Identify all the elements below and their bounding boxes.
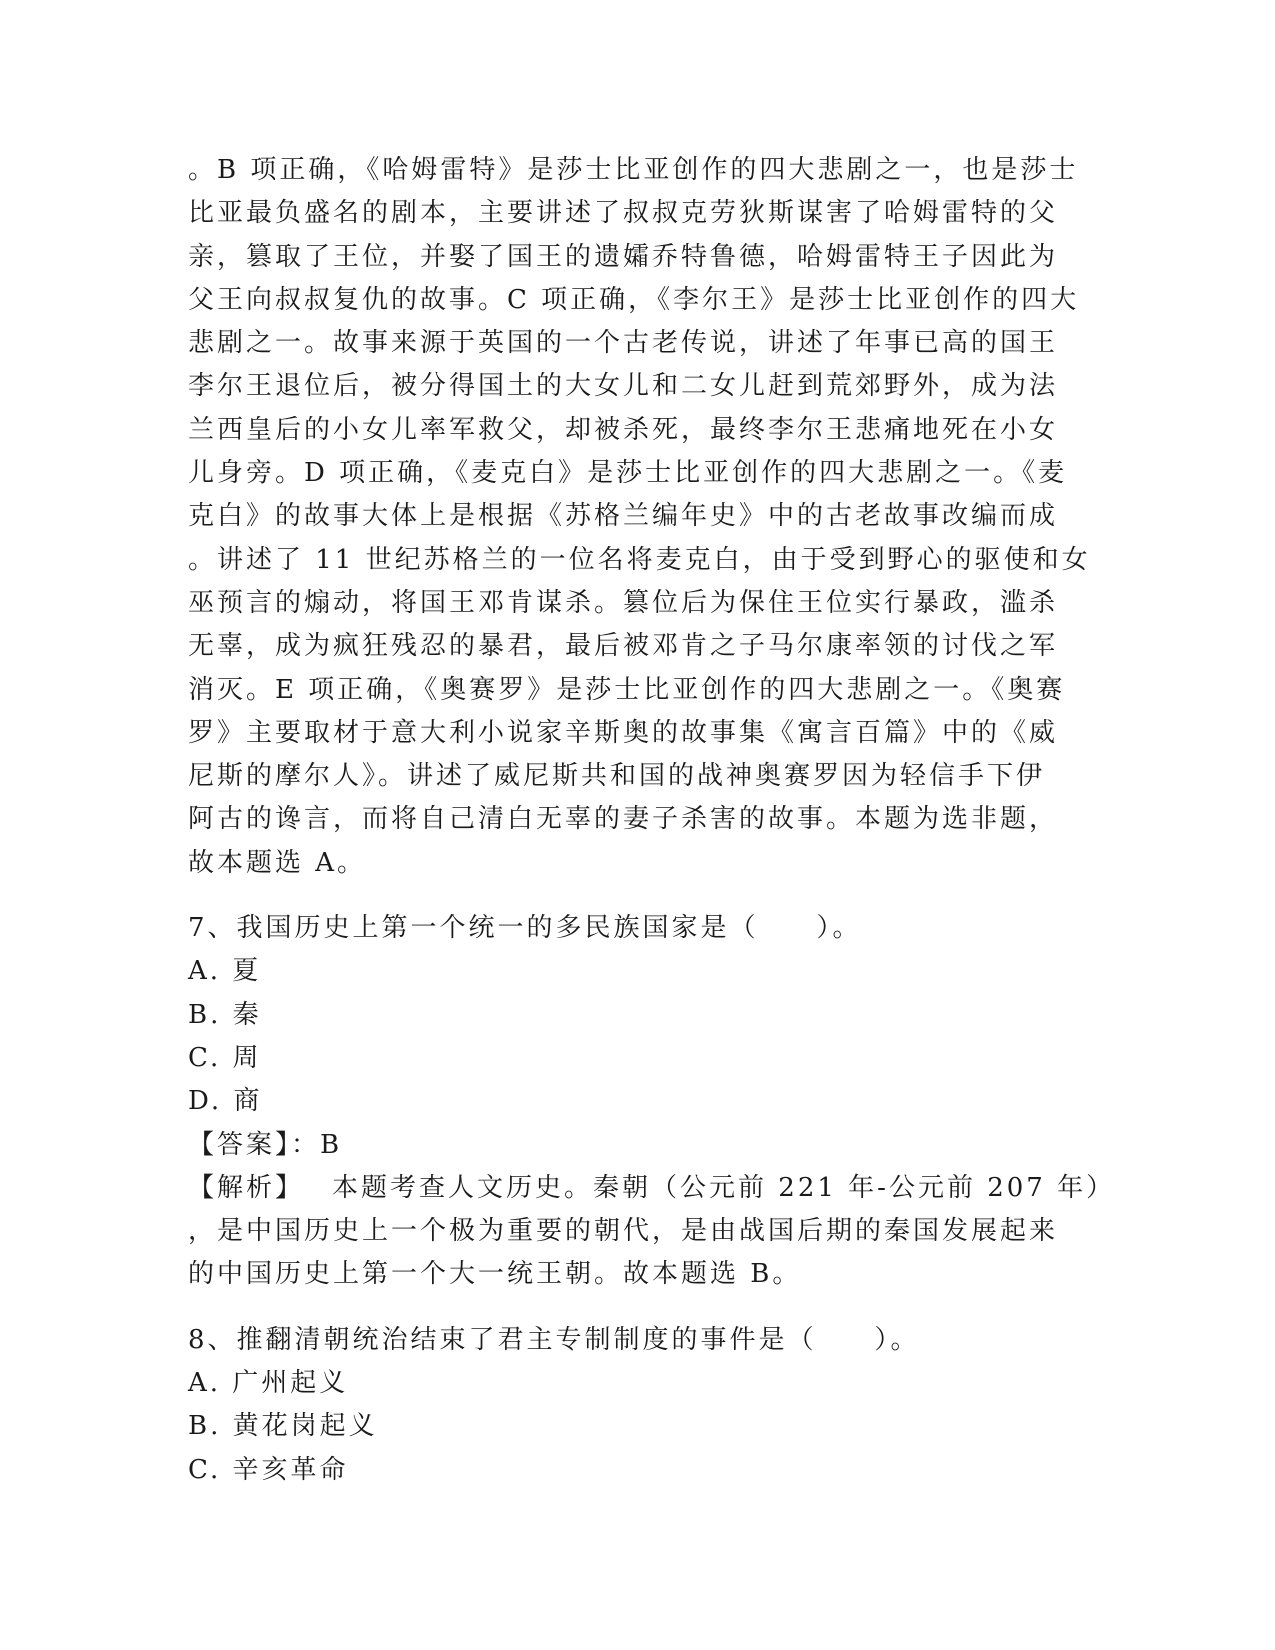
question-8	[188, 1319, 1088, 1492]
question-stem: 8、推翻清朝统治结束了君主专制制度的事件是（ ）。	[188, 1324, 920, 1355]
text-line: 。B 项正确，《哈姆雷特》是莎士比亚创作的四大悲剧之一，也是莎士	[188, 155, 1079, 185]
text-line: 父王向叔叔复仇的故事。C 项正确，《李尔王》是莎士比亚创作的四大	[188, 284, 1080, 315]
answer-line: 【答案】：B	[188, 1129, 343, 1160]
option-b: B. 黄花岗起义	[188, 1411, 378, 1442]
explanation-line-3: 的中国历史上第一个大一统王朝。故本题选 B。	[188, 1259, 802, 1290]
question-stem: 7、我国历史上第一个统一的多民族国家是（ ）。	[188, 913, 862, 944]
explanation-line-2: ，是中国历史上一个极为重要的朝代，是由战国后期的秦国发展起来	[188, 1216, 1059, 1247]
text-line: 消灭。E 项正确，《奥赛罗》是莎士比亚创作的四大悲剧之一。《奥赛	[188, 674, 1066, 705]
text-line: 罗》主要取材于意大利小说家辛斯奥的故事集《寓言百篇》中的《威	[188, 717, 1059, 748]
page-content	[188, 149, 1116, 1492]
text-line: 李尔王退位后，被分得国土的大女儿和二女儿赶到荒郊野外，成为法	[188, 371, 1059, 402]
explanation-text: 本题考查人文历史。秦朝（公元前 221 年-公元前 207 年）	[332, 1172, 1116, 1203]
explanation-label: 【解析】	[188, 1172, 305, 1203]
explanation-line-1	[188, 1167, 1116, 1210]
option-a: A. 广州起义	[188, 1368, 349, 1399]
text-line: 比亚最负盛名的剧本，主要讲述了叔叔克劳狄斯谋害了哈姆雷特的父	[188, 198, 1059, 229]
q6-explanation-continuation	[188, 149, 1091, 885]
option-c: C. 辛亥革命	[188, 1454, 349, 1485]
option-c: C. 周	[188, 1042, 262, 1073]
option-b: B. 秦	[188, 999, 262, 1030]
text-line: 巫预言的煽动，将国王邓肯谋杀。篡位后为保住王位实行暴政，滥杀	[188, 587, 1059, 618]
text-line: 故本题选 A。	[188, 847, 367, 878]
text-line: 兰西皇后的小女儿率军救父，却被杀死，最终李尔王悲痛地死在小女	[188, 414, 1059, 445]
spacer	[188, 885, 1088, 907]
question-7	[188, 907, 1116, 1297]
text-line: 悲剧之一。故事来源于英国的一个古老传说，讲述了年事已高的国王	[188, 328, 1059, 359]
text-line: 儿身旁。D 项正确，《麦克白》是莎士比亚创作的四大悲剧之一。《麦	[188, 458, 1068, 489]
text-line: 尼斯的摩尔人》。讲述了威尼斯共和国的战神奥赛罗因为轻信手下伊	[188, 761, 1046, 792]
text-line: 。讲述了 11 世纪苏格兰的一位名将麦克白，由于受到野心的驱使和女	[188, 544, 1091, 575]
text-line: 无辜，成为疯狂残忍的暴君，最后被邓肯之子马尔康率领的讨伐之军	[188, 631, 1059, 662]
spacer	[188, 1297, 1088, 1319]
text-line: 亲，篡取了王位，并娶了国王的遗孀乔特鲁德，哈姆雷特王子因此为	[188, 241, 1059, 272]
option-a: A. 夏	[188, 956, 262, 987]
text-line: 克白》的故事大体上是根据《苏格兰编年史》中的古老故事改编而成	[188, 501, 1059, 532]
text-line: 阿古的谗言，而将自己清白无辜的妻子杀害的故事。本题为选非题，	[188, 804, 1059, 835]
option-d: D. 商	[188, 1086, 263, 1117]
